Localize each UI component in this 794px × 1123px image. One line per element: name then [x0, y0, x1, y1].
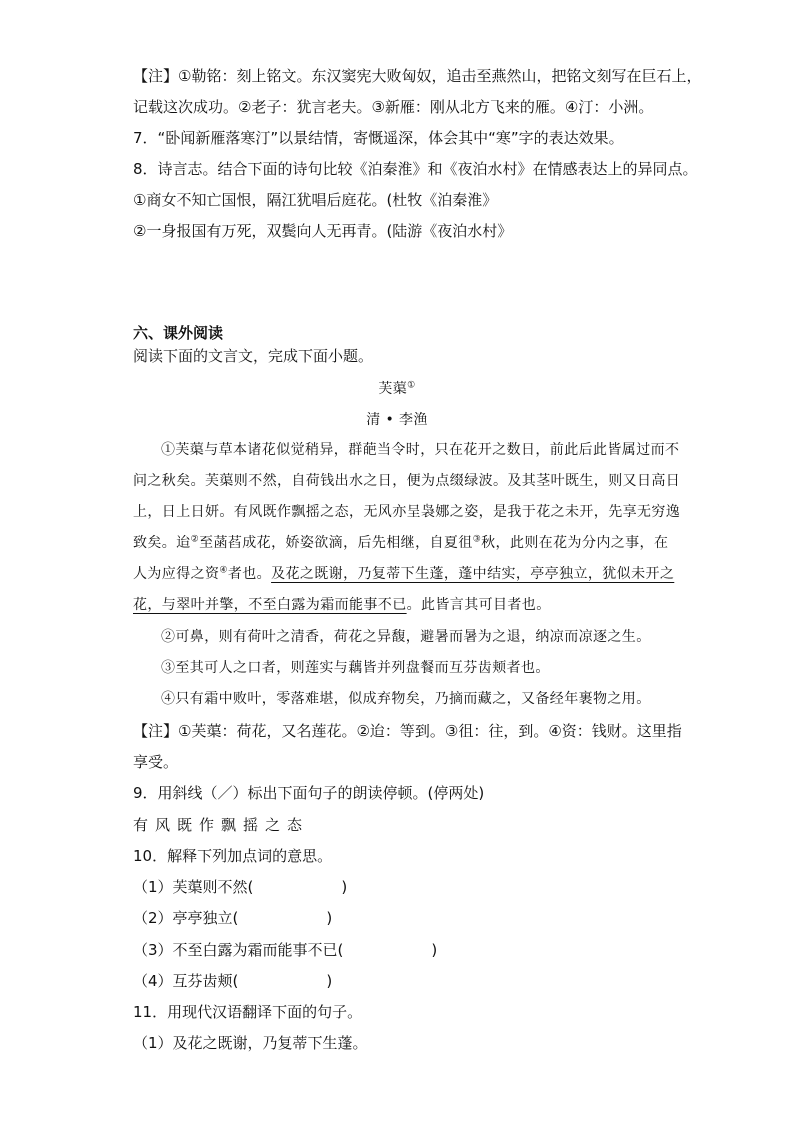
item-close: )	[326, 909, 333, 927]
passage-p1-line-4	[133, 533, 668, 553]
passage-p1-line-2: 问之秋矣。芙蕖则不然，自荷钱出水之日，便为点缀绿波。及其茎叶既生，则又日高日	[133, 473, 681, 489]
question-8-line-2: ②一身报国有万死，双鬓向人无再青。(陆游《夜泊水村》	[133, 222, 513, 240]
question-9-stem: 9．用斜线（／）标出下面句子的朗读停顿。(停两处)	[133, 784, 485, 802]
passage-title	[0, 379, 794, 399]
passage-text: 。此皆言其可目者也。	[406, 597, 551, 613]
question-11-stem: 11．用现代汉语翻译下面的句子。	[133, 1003, 363, 1021]
question-9-sentence: 有风既作飘摇之态	[133, 816, 310, 834]
passage-p4: ④只有霜中败叶，零落难堪，似成弃物矣，乃摘而藏之，又备经年裹物之用。	[161, 691, 651, 707]
note-line-2: 记载这次成功。②老子：犹言老夫。③新雁：刚从北方飞来的雁。④汀：小洲。	[133, 98, 654, 116]
item-text: （1）芙蕖则不然(	[133, 878, 254, 896]
passage-title-text: 芙蕖	[378, 381, 408, 397]
item-text: （4）互芬齿颊(	[133, 972, 239, 990]
passage-p1-line-5	[133, 564, 674, 584]
question-8-stem: 8．诗言志。结合下面的诗句比较《泊秦淮》和《夜泊水村》在情感表达上的异同点。	[133, 160, 698, 178]
passage-text: 人为应得之资	[133, 566, 220, 582]
question-10-stem: 10．解释下列加点词的意思。	[133, 847, 333, 865]
question-10-item-2	[133, 908, 332, 928]
note-line-1: 【注】①勒铭：刻上铭文。东汉窦宪大败匈奴，追击至燕然山，把铭文刻写在巨石上，	[133, 67, 702, 85]
question-8-line-1: ①商女不知亡国恨，隔江犹唱后庭花。(杜牧《泊秦淮》	[133, 191, 498, 209]
footnote-marker: ③	[472, 534, 482, 545]
passage-text: 致矣。迨	[133, 535, 191, 551]
passage-title-note: ①	[407, 380, 416, 391]
passage-text: 至菡萏成花，娇姿欲滴，后先相继，自夏徂	[199, 535, 473, 551]
question-7: 7．“卧闻新雁落寒汀”以景结情，寄慨遥深，体会其中“寒”字的表达效果。	[133, 129, 624, 147]
section-heading: 六、课外阅读	[133, 324, 224, 342]
passage-p1-line-3: 上，日上日妍。有风既作飘摇之态，无风亦呈袅娜之姿，是我于花之未开，先享无穷逸	[133, 504, 681, 520]
notes-line-2: 享受。	[133, 753, 179, 771]
passage-p2: ②可鼻，则有荷叶之清香，荷花之异馥，避暑而暑为之退，纳凉而凉逐之生。	[161, 629, 651, 645]
footnote-marker: ②	[190, 534, 200, 545]
item-close: )	[341, 878, 348, 896]
footnote-marker: ④	[219, 565, 228, 576]
notes-line-1: 【注】①芙蕖：荷花，又名莲花。②迨：等到。③徂：往，到。④资：钱财。这里指	[133, 722, 682, 740]
question-10-item-4	[133, 971, 332, 991]
question-11-item-1: （1）及花之既谢，乃复蒂下生蓬。	[133, 1034, 368, 1052]
item-close: )	[326, 972, 333, 990]
passage-text: 秋，此则在花为分内之事，在	[481, 535, 669, 551]
passage-author: 清 • 李渔	[366, 412, 428, 428]
question-10-item-3	[133, 940, 437, 960]
passage-p1-line-1: ①芙蕖与草本诸花似觉稍异，群葩当令时，只在花开之数日，前此后此皆属过而不	[161, 442, 680, 458]
question-10-item-1	[133, 877, 347, 897]
item-close: )	[431, 941, 438, 959]
passage-text: 者也。	[227, 566, 272, 582]
passage-p3: ③至其可人之口者，则莲实与藕皆并列盘餐而互芬齿颊者也。	[161, 660, 550, 676]
passage-p1-line-6	[133, 595, 551, 615]
underlined-sentence: 及花之既谢，乃复蒂下生蓬，蓬中结实，亭亭独立，犹似未开之	[271, 566, 675, 582]
section-intro: 阅读下面的文言文，完成下面小题。	[133, 347, 374, 365]
item-text: （3）不至白露为霜而能事不已(	[133, 941, 344, 959]
item-text: （2）亭亭独立(	[133, 909, 239, 927]
underlined-sentence: 花，与翠叶并擎，不至白露为霜而能事不已	[133, 597, 407, 613]
